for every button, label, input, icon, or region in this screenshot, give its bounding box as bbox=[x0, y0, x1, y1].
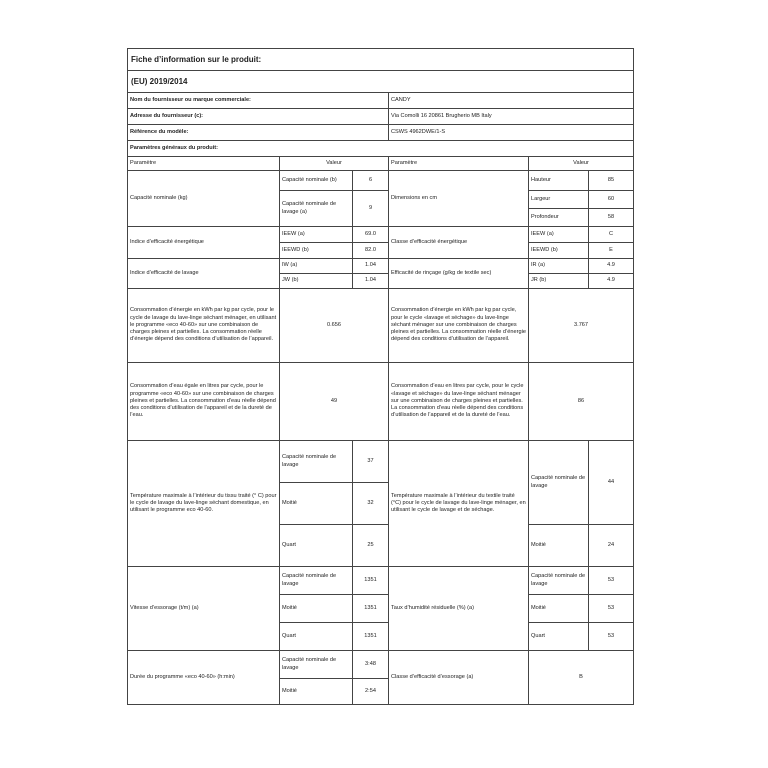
supplier-name-value: CANDY bbox=[389, 93, 634, 109]
temp-washdry-half-label: Moitié bbox=[529, 525, 589, 567]
spin-rated-label: Capacité nominale de lavage bbox=[280, 567, 353, 595]
ir-value: 4.9 bbox=[589, 259, 634, 274]
supplier-address-value: Via Comolli 16 20861 Brugherio MB Italy bbox=[389, 109, 634, 125]
energy-consumption-wash-value: 0.656 bbox=[280, 289, 389, 363]
jw-label: JW (b) bbox=[280, 274, 353, 289]
supplier-name-label: Nom du fournisseur ou marque commerciale: bbox=[128, 93, 389, 109]
product-info-table bbox=[127, 48, 634, 705]
width-label: Largeur bbox=[529, 191, 589, 209]
spin-rated-value: 1351 bbox=[353, 567, 389, 595]
max-temperature-washdry-label: Température maximale à l’intérieur du textile traité (°C) pour le cycle de lavage du lave-linge ménager, en utilisant le cycle de lavage et de séchage. bbox=[389, 441, 529, 567]
spin-half-label: Moitié bbox=[280, 595, 353, 623]
temp-washdry-half-value: 24 bbox=[589, 525, 634, 567]
capacity-a-value: 9 bbox=[353, 191, 389, 227]
model-reference-label: Référence du modèle: bbox=[128, 125, 389, 141]
programme-duration-label: Durée du programme «eco 40-60» (h:min) bbox=[128, 651, 280, 705]
energy-class-a-value: C bbox=[589, 227, 634, 243]
temp-washdry-rated-value: 44 bbox=[589, 441, 634, 525]
energy-consumption-wash-label: Consommation d’énergie en kWh par kg par cycle, pour le cycle de lavage du lave-linge séchant ménager, en utilisant le programme «eco 40-60» sur une combinaison de charges pleines et partielles. La consommation réelle d’énergie dépend des conditions d’utilisation de l’appareil. bbox=[128, 289, 280, 363]
energy-index-label: Indice d’efficacité énergétique bbox=[128, 227, 280, 259]
jr-value: 4.9 bbox=[589, 274, 634, 289]
duration-rated-label: Capacité nominale de lavage bbox=[280, 651, 353, 679]
product-information-sheet bbox=[127, 48, 633, 705]
column-header-parameter: Paramètre bbox=[128, 157, 280, 171]
spin-speed-label: Vitesse d’essorage (t/m) (a) bbox=[128, 567, 280, 651]
ieew-value: 69.0 bbox=[353, 227, 389, 243]
capacity-b-value: 6 bbox=[353, 171, 389, 191]
width-value: 60 bbox=[589, 191, 634, 209]
temp-half-label: Moitié bbox=[280, 483, 353, 525]
spin-half-value: 1351 bbox=[353, 595, 389, 623]
rated-capacity-label: Capacité nominale (kg) bbox=[128, 171, 280, 227]
duration-half-value: 2:54 bbox=[353, 679, 389, 705]
general-parameters-heading: Paramètres généraux du produit: bbox=[128, 141, 634, 157]
moisture-rated-value: 53 bbox=[589, 567, 634, 595]
moisture-quarter-label: Quart bbox=[529, 623, 589, 651]
energy-class-b-value: E bbox=[589, 243, 634, 259]
duration-half-label: Moitié bbox=[280, 679, 353, 705]
jw-value: 1.04 bbox=[353, 274, 389, 289]
model-reference-value: CSWS 4962DWE/1-S bbox=[389, 125, 634, 141]
height-label: Hauteur bbox=[529, 171, 589, 191]
column-header-value: Valeur bbox=[280, 157, 389, 171]
depth-value: 58 bbox=[589, 209, 634, 227]
height-value: 85 bbox=[589, 171, 634, 191]
temp-rated-label: Capacité nominale de lavage bbox=[280, 441, 353, 483]
ieew-label: IEEW (a) bbox=[280, 227, 353, 243]
spin-quarter-label: Quart bbox=[280, 623, 353, 651]
column-header-parameter: Paramètre bbox=[389, 157, 529, 171]
rinse-efficiency-label: Efficacité de rinçage (g/kg de textile sec) bbox=[389, 259, 529, 289]
water-consumption-wash-value: 49 bbox=[280, 363, 389, 441]
ieewd-label: IEEWD (b) bbox=[280, 243, 353, 259]
temp-quarter-value: 25 bbox=[353, 525, 389, 567]
energy-class-b-label: IEEWD (b) bbox=[529, 243, 589, 259]
energy-class-a-label: IEEW (a) bbox=[529, 227, 589, 243]
moisture-quarter-value: 53 bbox=[589, 623, 634, 651]
max-temperature-wash-label: Température maximale à l’intérieur du tissu traité (° C) pour le cycle de lavage du lave-linge séchant domestique, en utilisant le programme eco 40-60. bbox=[128, 441, 280, 567]
capacity-b-label: Capacité nominale (b) bbox=[280, 171, 353, 191]
energy-consumption-washdry-label: Consommation d’énergie en kWh par kg par cycle, pour le cycle «lavage et séchage» du lave-linge séchant ménager sur une combinaison de charges pleines et partielles. La consommation réelle d’énergie dépend des conditions d’utilisation de l’appareil. bbox=[389, 289, 529, 363]
iw-value: 1.04 bbox=[353, 259, 389, 274]
supplier-address-label: Adresse du fournisseur (c): bbox=[128, 109, 389, 125]
spin-efficiency-class-label: Classe d’efficacité d’essorage (a) bbox=[389, 651, 529, 705]
duration-rated-value: 3:48 bbox=[353, 651, 389, 679]
depth-label: Profondeur bbox=[529, 209, 589, 227]
moisture-half-value: 53 bbox=[589, 595, 634, 623]
spin-quarter-value: 1351 bbox=[353, 623, 389, 651]
temp-washdry-rated-label: Capacité nominale de lavage bbox=[529, 441, 589, 525]
ir-label: IR (a) bbox=[529, 259, 589, 274]
moisture-rated-label: Capacité nominale de lavage bbox=[529, 567, 589, 595]
moisture-half-label: Moitié bbox=[529, 595, 589, 623]
energy-class-label: Classe d’efficacité énergétique bbox=[389, 227, 529, 259]
capacity-a-label: Capacité nominale de lavage (a) bbox=[280, 191, 353, 227]
wash-index-label: Indice d’efficacité de lavage bbox=[128, 259, 280, 289]
dimensions-label: Dimensions en cm bbox=[389, 171, 529, 227]
temp-quarter-label: Quart bbox=[280, 525, 353, 567]
regulation-reference: (EU) 2019/2014 bbox=[128, 71, 634, 93]
temp-half-value: 32 bbox=[353, 483, 389, 525]
water-consumption-wash-label: Consommation d’eau égale en litres par cycle, pour le programme «eco 40-60» sur une combinaison de charges pleines et partielles. La consommation d’eau réelle dépend des conditions d’utilisation de l’appareil et de la dureté de l’eau. bbox=[128, 363, 280, 441]
residual-moisture-label: Taux d’humidité résiduelle (%) (a) bbox=[389, 567, 529, 651]
water-consumption-washdry-label: Consommation d’eau en litres par cycle, pour le cycle «lavage et séchage» du lave-linge séchant ménager sur une combinaison de charges pleines et partielles. La consommation d’eau réelle dépend des conditions d’utilisation de l’appareil et de la dureté de l’eau. bbox=[389, 363, 529, 441]
water-consumption-washdry-value: 86 bbox=[529, 363, 634, 441]
ieewd-value: 82.0 bbox=[353, 243, 389, 259]
temp-rated-value: 37 bbox=[353, 441, 389, 483]
iw-label: IW (a) bbox=[280, 259, 353, 274]
spin-efficiency-class-value: B bbox=[529, 651, 634, 705]
sheet-title: Fiche d’information sur le produit: bbox=[128, 49, 634, 71]
jr-label: JR (b) bbox=[529, 274, 589, 289]
column-header-value: Valeur bbox=[529, 157, 634, 171]
energy-consumption-washdry-value: 3.767 bbox=[529, 289, 634, 363]
